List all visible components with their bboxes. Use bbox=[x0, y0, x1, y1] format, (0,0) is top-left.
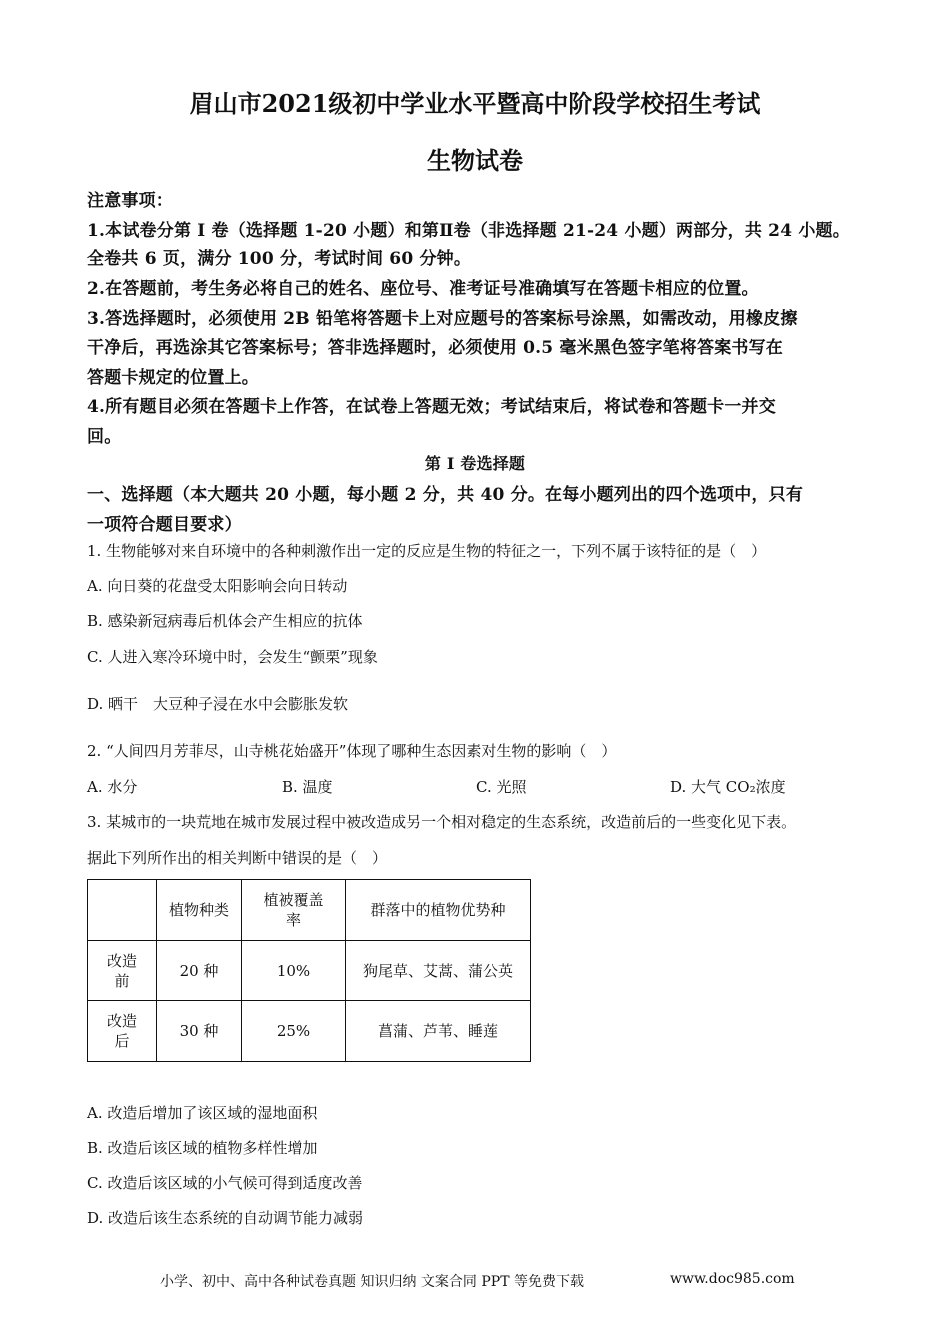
table-header-cell: 植物种类 bbox=[157, 880, 242, 941]
option-a: A. 水分 bbox=[87, 778, 138, 796]
row-label-line: 改造 bbox=[106, 1012, 137, 1030]
option-a: A. 改造后增加了该区域的湿地面积 bbox=[87, 1104, 318, 1122]
section-heading: 第 I 卷选择题 bbox=[424, 454, 526, 473]
table-cell: 10% bbox=[242, 941, 346, 1001]
notice-line: 1.本试卷分第 I 卷（选择题 1-20 小题）和第Ⅱ卷（非选择题 21-24 小题）两部分，共 24 小题。 bbox=[87, 221, 850, 241]
table-cell bbox=[88, 1001, 157, 1062]
notice-line: 4.所有题目必须在答题卡上作答，在试卷上答题无效；考试结束后，将试卷和答题卡一并交 bbox=[87, 397, 776, 417]
notice-line: 干净后，再选涂其它答案标号；答非选择题时，必须使用 0.5 毫米黑色签字笔将答案书写在 bbox=[87, 338, 784, 358]
option-b: B. 感染新冠病毒后机体会产生相应的抗体 bbox=[87, 612, 363, 630]
option-d: D. 改造后该生态系统的自动调节能力减弱 bbox=[87, 1209, 364, 1227]
header-text-line: 植被覆盖 bbox=[263, 891, 324, 909]
option-d: D. 大气 CO₂浓度 bbox=[670, 778, 786, 796]
table-cell bbox=[88, 941, 157, 1001]
option-a: A. 向日葵的花盘受太阳影响会向日转动 bbox=[87, 577, 348, 595]
question-stem: 1. 生物能够对来自环境中的各种刺激作出一定的反应是生物的特征之一，下列不属于该特征的是（ ） bbox=[87, 542, 767, 560]
notice-line: 全卷共 6 页，满分 100 分，考试时间 60 分钟。 bbox=[87, 249, 472, 269]
table-cell: 菖蒲、芦苇、睡莲 bbox=[346, 1001, 531, 1062]
table-header-row bbox=[88, 880, 531, 941]
notice-line: 2.在答题前，考生务必将自己的姓名、座位号、准考证号准确填写在答题卡相应的位置。 bbox=[87, 279, 759, 299]
section-instruction: 一、选择题（本大题共 20 小题，每小题 2 分，共 40 分。在每小题列出的四个选项中，只有 bbox=[87, 485, 804, 505]
notice-heading: 注意事项： bbox=[87, 191, 173, 211]
table-row bbox=[88, 1001, 531, 1062]
header-text-line: 率 bbox=[285, 911, 301, 929]
table-cell: 30 种 bbox=[157, 1001, 242, 1062]
section-instruction: 一项符合题目要求） bbox=[87, 515, 242, 535]
question-stem: 据此下列所作出的相关判断中错误的是（ ） bbox=[87, 849, 388, 867]
table-header-cell bbox=[242, 880, 346, 941]
question-stem: 2. “人间四月芳菲尽，山寺桃花始盛开”体现了哪种生态因素对生物的影响（ ） bbox=[87, 742, 617, 760]
table-row bbox=[88, 941, 531, 1001]
notice-line: 答题卡规定的位置上。 bbox=[87, 368, 259, 388]
option-d: D. 晒干 大豆种子浸在水中会膨胀发软 bbox=[87, 695, 349, 713]
row-label-line: 改造 bbox=[106, 951, 137, 970]
table-header-cell: 群落中的植物优势种 bbox=[346, 880, 531, 941]
option-c: C. 光照 bbox=[476, 778, 527, 796]
row-label-line: 前 bbox=[114, 971, 130, 990]
question-stem: 3. 某城市的一块荒地在城市发展过程中被改造成另一个相对稳定的生态系统，改造前后的一些变化见下表。 bbox=[87, 813, 797, 831]
exam-title: 眉山市2021级初中学业水平暨高中阶段学校招生考试 bbox=[189, 89, 761, 118]
table-cell: 狗尾草、艾蒿、蒲公英 bbox=[346, 941, 531, 1001]
footer-link[interactable]: www.doc985.com bbox=[670, 1271, 795, 1287]
exam-subtitle: 生物试卷 bbox=[427, 146, 523, 175]
option-b: B. 温度 bbox=[282, 778, 333, 796]
notice-line: 3.答选择题时，必须使用 2B 铅笔将答题卡上对应题号的答案标号涂黑，如需改动，用橡皮擦 bbox=[87, 309, 798, 329]
option-c: C. 人进入寒冷环境中时，会发生“颤栗”现象 bbox=[87, 648, 378, 666]
table-cell: 20 种 bbox=[157, 941, 242, 1001]
option-c: C. 改造后该区域的小气候可得到适度改善 bbox=[87, 1174, 363, 1192]
table-header-cell bbox=[88, 880, 157, 941]
data-table bbox=[87, 879, 531, 1062]
row-label-line: 后 bbox=[114, 1032, 130, 1050]
notice-line: 回。 bbox=[87, 427, 122, 447]
option-b: B. 改造后该区域的植物多样性增加 bbox=[87, 1139, 318, 1157]
footer-text: 小学、初中、高中各种试卷真题 知识归纳 文案合同 PPT 等免费下载 bbox=[160, 1274, 584, 1290]
table-cell: 25% bbox=[242, 1001, 346, 1062]
